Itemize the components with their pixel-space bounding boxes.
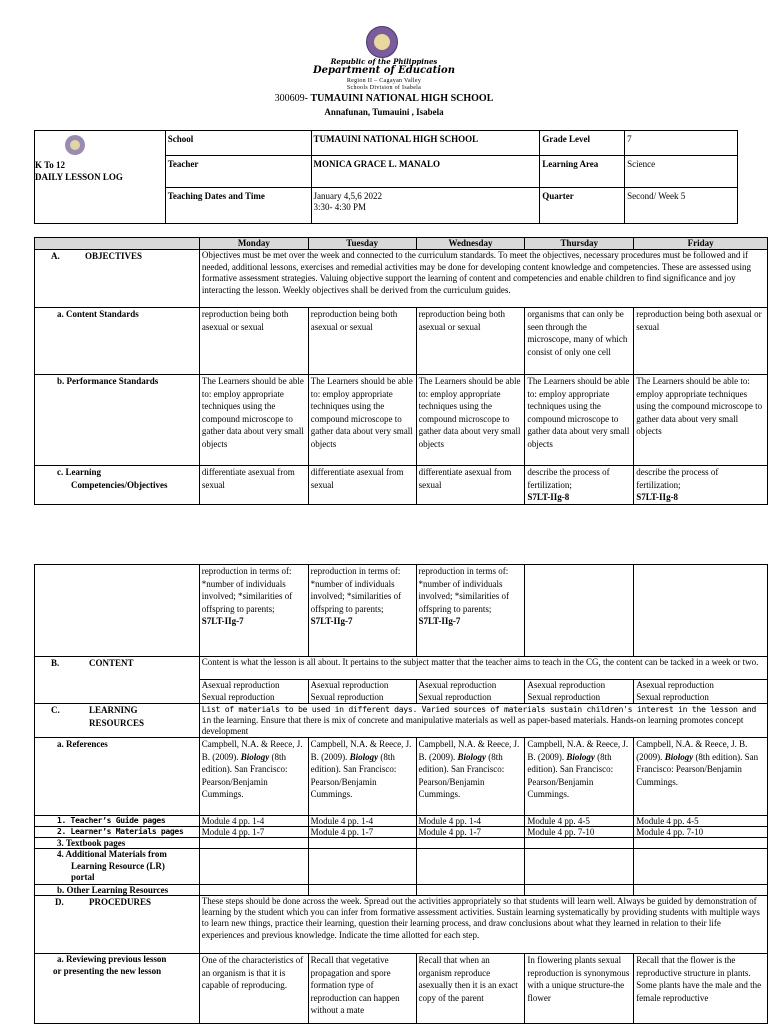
content-mon-line1: Asexual reproduction xyxy=(201,680,280,690)
learning-resources-text-b: the learning. Ensure that there is mix of concrete and manipulative materials as well as paper-based materials. Hands-on learning promotes concept development xyxy=(201,715,744,736)
learning-resources-text-a: List of materials to be used in different days. Varied sources of materials sustain children's interest in the lesson and in xyxy=(201,704,756,725)
content-wed xyxy=(416,680,525,704)
objectives-label xyxy=(35,250,200,308)
continued-label-cell xyxy=(35,565,200,657)
references-mon-title: Biology xyxy=(240,751,270,762)
content-standards-label: a. Content Standards xyxy=(35,308,200,375)
procedures-title: PROCEDURES xyxy=(89,897,152,907)
learners-materials-wed: Module 4 pp. 1-7 xyxy=(416,827,525,838)
textbook-thu xyxy=(525,838,634,849)
deped-logo-icon xyxy=(65,135,85,155)
continued-tue-text: reproduction in terms of: *number of individuals involved; *similarities of offspring to parents; xyxy=(310,566,402,614)
references-fri-title: Biology xyxy=(664,751,694,762)
performance-standards-wed: The Learners should be able to: employ appropriate techniques using the compound microscope to gather data about very small objects xyxy=(416,375,525,466)
continued-thu xyxy=(525,565,634,657)
content-standards-tue: reproduction being both asexual or sexual xyxy=(308,308,416,375)
lesson-table-part1 xyxy=(34,237,768,505)
competencies-thu-text: describe the process of fertilization; xyxy=(527,467,610,490)
content-thu-line1: Asexual reproduction xyxy=(527,680,606,690)
references-tue xyxy=(308,738,416,816)
additional-materials-label xyxy=(35,849,200,885)
references-tue-authors: Campbell, N.A. & Reece, J. B. (2009). xyxy=(310,739,412,762)
content-label xyxy=(35,657,200,704)
continued-wed-text: reproduction in terms of: *number of individuals involved; *similarities of offspring to parents; xyxy=(418,566,509,614)
procedures-letter: D. xyxy=(55,897,64,907)
teachers-guide-fri: Module 4 pp. 4-5 xyxy=(634,816,768,827)
lesson-table-part2 xyxy=(34,564,768,1024)
school-label: School xyxy=(165,131,311,156)
continued-wed xyxy=(416,565,525,657)
references-mon xyxy=(199,738,308,816)
school-id-line xyxy=(0,94,768,104)
learning-resources-text xyxy=(199,704,767,738)
learning-resources-letter: C. xyxy=(51,705,60,715)
content-mon-line2: Sexual reproduction xyxy=(201,691,275,702)
performance-standards-label: b. Performance Standards xyxy=(35,375,200,466)
performance-standards-tue: The Learners should be able to: employ appropriate techniques using the compound microscope to gather data about very small objects xyxy=(308,375,416,466)
learning-resources-label xyxy=(35,704,200,738)
continued-wed-code: S7LT-IIg-7 xyxy=(418,616,461,626)
content-standards-thu: organisms that can only be seen through the microscope, many of which consist of only one cell xyxy=(525,308,634,375)
references-mon-publisher: (8th edition). San Francisco: Pearson/Benjamin Cummings. xyxy=(201,751,288,799)
dll-title-cell xyxy=(35,131,166,224)
textbook-label: 3. Textbook pages xyxy=(35,838,200,849)
continued-tue xyxy=(308,565,416,657)
content-title: CONTENT xyxy=(89,658,134,668)
references-wed-title: Biology xyxy=(457,751,486,762)
content-mon xyxy=(199,680,308,704)
dates-value-date: January 4,5,6 2022 xyxy=(313,191,383,201)
reviewing-label-1: a. Reviewing previous lesson xyxy=(57,954,167,964)
learners-materials-mon: Module 4 pp. 1-7 xyxy=(199,827,308,838)
learners-materials-tue: Module 4 pp. 1-7 xyxy=(308,827,416,838)
competencies-fri xyxy=(634,466,768,505)
grade-label: Grade Level xyxy=(540,131,625,156)
procedures-label xyxy=(35,896,200,954)
other-resources-fri xyxy=(634,885,768,896)
continued-fri xyxy=(634,565,768,657)
references-tue-title: Biology xyxy=(349,751,379,762)
references-fri-authors: Campbell, N.A. & Reece, J. B. (2009). xyxy=(636,739,748,762)
references-wed-authors: Campbell, N.A. & Reece, J. B. (2009). xyxy=(418,739,520,762)
additional-materials-label-3: portal xyxy=(71,872,95,882)
reviewing-thu: In flowering plants sexual reproduction is synonymous with a unique structure-the flower xyxy=(525,954,634,1024)
content-tue-line2: Sexual reproduction xyxy=(310,691,384,702)
content-standards-wed: reproduction being both asexual or sexual xyxy=(416,308,525,375)
content-tue xyxy=(308,680,416,704)
competencies-mon: differentiate asexual from sexual xyxy=(199,466,308,505)
school-value: TUMAUINI NATIONAL HIGH SCHOOL xyxy=(311,131,540,156)
dates-value xyxy=(311,188,540,224)
day-header-friday: Friday xyxy=(634,238,768,250)
continued-mon-text: reproduction in terms of: *number of individuals involved; *similarities of offspring to parents; xyxy=(201,566,293,614)
performance-standards-fri: The Learners should be able to: employ appropriate techniques using the compound microscope to gather data about very small objects xyxy=(634,375,768,466)
competencies-thu xyxy=(525,466,634,505)
references-thu xyxy=(525,738,634,816)
day-header-tuesday: Tuesday xyxy=(308,238,416,250)
content-wed-line2: Sexual reproduction xyxy=(418,691,492,702)
quarter-value: Second/ Week 5 xyxy=(625,188,738,224)
learners-materials-thu: Module 4 pp. 7-10 xyxy=(525,827,634,838)
continued-mon xyxy=(199,565,308,657)
school-id: 300609- xyxy=(274,93,311,104)
competencies-tue: differentiate asexual from sexual xyxy=(308,466,416,505)
continued-mon-code: S7LT-IIg-7 xyxy=(201,616,244,626)
day-header-monday: Monday xyxy=(199,238,308,250)
learners-materials-fri: Module 4 pp. 7-10 xyxy=(634,827,768,838)
additional-materials-label-1: 4. Additional Materials from xyxy=(57,849,167,859)
info-table xyxy=(34,130,738,224)
content-standards-fri: reproduction being both asexual or sexual xyxy=(634,308,768,375)
references-tue-publisher: (8th edition). San Francisco: Pearson/Benjamin Cummings. xyxy=(310,751,397,799)
textbook-wed xyxy=(416,838,525,849)
day-header-thursday: Thursday xyxy=(525,238,634,250)
reviewing-tue: Recall that vegetative propagation and spore formation type of reproduction can happen without a mate xyxy=(308,954,416,1024)
reviewing-fri: Recall that the flower is the reproductive structure in plants. Some plants have the male and the female reproductive xyxy=(634,954,768,1024)
republic-line: Republic of the Philippines xyxy=(330,57,438,66)
competencies-label-1: c. Learning xyxy=(57,467,101,477)
competencies-wed: differentiate asexual from sexual xyxy=(416,466,525,505)
reviewing-wed: Recall that when an organism reproduce asexually then it is an exact copy of the parent xyxy=(416,954,525,1024)
content-text: Content is what the lesson is all about. It pertains to the subject matter that the teacher aims to teach in the CG, the content can be tacked in a week or two. xyxy=(199,657,767,680)
additional-materials-wed xyxy=(416,849,525,885)
content-thu-line2: Sexual reproduction xyxy=(527,691,601,702)
learners-materials-label: 2. Learner’s Materials pages xyxy=(35,827,200,838)
objectives-title: OBJECTIVES xyxy=(85,251,143,261)
day-header-wednesday: Wednesday xyxy=(416,238,525,250)
textbook-fri xyxy=(634,838,768,849)
dates-label: Teaching Dates and Time xyxy=(165,188,311,224)
performance-standards-thu: The Learners should be able to: employ appropriate techniques using the compound microscope to gather data about very small objects xyxy=(525,375,634,466)
additional-materials-tue xyxy=(308,849,416,885)
competencies-fri-code: S7LT-IIg-8 xyxy=(636,492,679,502)
other-resources-wed xyxy=(416,885,525,896)
references-thu-authors: Campbell, N.A. & Reece, J. B. (2009). xyxy=(527,739,629,762)
procedures-text: These steps should be done across the week. Spread out the activities appropriately so that students will learn well. Always be guided by demonstration of learning by the student which you can infer from formative assessment activities. Sustain learning systematically by providing students with multiple ways to learn new things, practice their learning, question their learning process, and draw conclusions about what they learned in relation to their life experiences and previous knowledge. Indicate the time allotted for each step. xyxy=(199,896,767,954)
teacher-value: MONICA GRACE L. MANALO xyxy=(311,156,540,188)
references-mon-authors: Campbell, N.A. & Reece, J. B. (2009). xyxy=(201,739,303,762)
references-wed xyxy=(416,738,525,816)
references-thu-title: Biology xyxy=(566,751,595,762)
dll-title-1: K To 12 xyxy=(35,160,66,170)
division-line: Schools Division of Isabela xyxy=(346,85,422,91)
teacher-label: Teacher xyxy=(165,156,311,188)
other-resources-mon xyxy=(199,885,308,896)
learning-resources-title-2: RESOURCES xyxy=(89,717,145,728)
competencies-fri-text: describe the process of fertilization; xyxy=(636,467,719,490)
teachers-guide-mon: Module 4 pp. 1-4 xyxy=(199,816,308,827)
content-fri-line2: Sexual reproduction xyxy=(636,691,709,702)
textbook-tue xyxy=(308,838,416,849)
content-letter: B. xyxy=(51,658,60,668)
additional-materials-thu xyxy=(525,849,634,885)
teachers-guide-thu: Module 4 pp. 4-5 xyxy=(525,816,634,827)
content-thu xyxy=(525,680,634,704)
grade-value: 7 xyxy=(625,131,738,156)
reviewing-label xyxy=(35,954,200,1024)
additional-materials-label-2: Learning Resource (LR) xyxy=(71,860,165,871)
area-label: Learning Area xyxy=(540,156,625,188)
area-value: Science xyxy=(625,156,738,188)
quarter-label: Quarter xyxy=(540,188,625,224)
references-fri-publisher: (8th edition). San Francisco: Pearson/Benjamin Cummings. xyxy=(636,751,759,787)
content-fri-line1: Asexual reproduction xyxy=(636,680,714,690)
performance-standards-mon: The Learners should be able to: employ appropriate techniques using the compound microscope to gather data about very small objects xyxy=(199,375,308,466)
content-tue-line1: Asexual reproduction xyxy=(310,680,389,690)
competencies-thu-code: S7LT-IIg-8 xyxy=(527,492,570,502)
teachers-guide-wed: Module 4 pp. 1-4 xyxy=(416,816,525,827)
content-standards-mon: reproduction being both asexual or sexual xyxy=(199,308,308,375)
reviewing-mon: One of the characteristics of an organism is that it is capable of reproducing. xyxy=(199,954,308,1024)
region-line: Region II – Cagayan Valley xyxy=(346,78,422,84)
dll-title-2: DAILY LESSON LOG xyxy=(35,172,123,182)
additional-materials-mon xyxy=(199,849,308,885)
continued-tue-code: S7LT-IIg-7 xyxy=(310,616,353,626)
competencies-label xyxy=(35,466,200,505)
department-line: Department of Education xyxy=(313,65,455,76)
objectives-text: Objectives must be met over the week and connected to the curriculum standards. To meet the objectives, necessary procedures must be followed and if needed, additional lessons, exercises and remedial activities may be done for developing content knowledge and competencies. These are assessed using formative assessment strategies. Valuing objective support the learning of content and competencies and enable children to find significance and joy interacting the lesson. Weekly objectives shall be derived from the curriculum guides. xyxy=(199,250,767,308)
references-thu-publisher: (8th edition). San Francisco: Pearson/Benjamin Cummings. xyxy=(527,751,614,799)
corner-header xyxy=(35,238,200,250)
school-name: TUMAUINI NATIONAL HIGH SCHOOL xyxy=(310,93,494,104)
objectives-letter: A. xyxy=(51,251,60,261)
content-fri xyxy=(634,680,768,704)
other-resources-label: b. Other Learning Resources xyxy=(35,885,200,896)
reviewing-label-2: or presenting the new lesson xyxy=(53,965,162,976)
references-wed-publisher: (8th edition). San Francisco: Pearson/Benjamin Cummings. xyxy=(418,751,505,799)
references-fri xyxy=(634,738,768,816)
learning-resources-title-1: LEARNING xyxy=(89,705,138,715)
teachers-guide-label: 1. Teacher’s Guide pages xyxy=(35,816,200,827)
content-wed-line1: Asexual reproduction xyxy=(418,680,497,690)
deped-seal-icon xyxy=(366,26,398,58)
other-resources-tue xyxy=(308,885,416,896)
competencies-label-2: Competencies/Objectives xyxy=(71,479,168,490)
teachers-guide-tue: Module 4 pp. 1-4 xyxy=(308,816,416,827)
additional-materials-fri xyxy=(634,849,768,885)
other-resources-thu xyxy=(525,885,634,896)
references-label: a. References xyxy=(35,738,200,816)
dates-value-time: 3:30- 4:30 PM xyxy=(313,202,367,212)
textbook-mon xyxy=(199,838,308,849)
school-address: Annafunan, Tumauini , Isabela xyxy=(324,107,444,117)
